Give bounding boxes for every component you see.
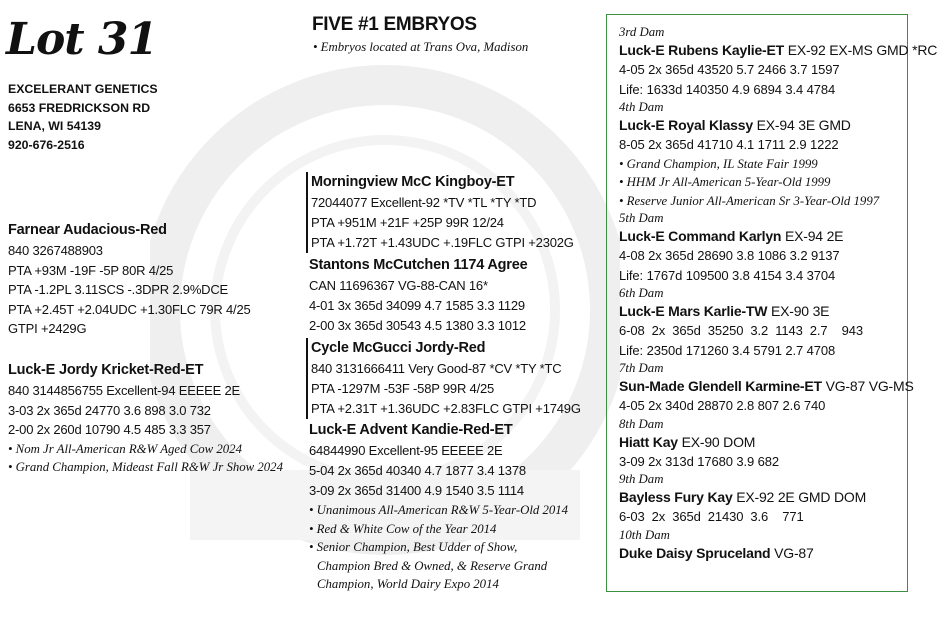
- ss-line: PTA +1.72T +1.43UDC +.19FLC GTPI +2302G: [311, 235, 574, 250]
- ancestor-dam: [619, 543, 937, 563]
- ancestor-dam-name: Luck-E Mars Karlie-TW: [619, 303, 768, 319]
- ancestor-dam-name: Bayless Fury Kay: [619, 489, 733, 505]
- ancestor-record: Life: 1767d 109500 3.8 4154 3.4 3704: [619, 267, 836, 283]
- dam-label: 4th Dam: [619, 100, 664, 114]
- sire-block: [8, 220, 251, 339]
- dam-label: 10th Dam: [619, 527, 670, 542]
- dam-line: 3-03 2x 365d 24770 3.6 898 3.0 732: [8, 402, 211, 418]
- sd-line: 2-00 3x 365d 30543 4.5 1380 3.3 1012: [309, 318, 526, 333]
- sire-line: PTA -1.2PL 3.11SCS -.3DPR 2.9%DCE: [8, 282, 229, 297]
- ancestor-note: • Reserve Junior All-American Sr 3-Year-Old 1997: [619, 193, 880, 208]
- dd-note: • Unanimous All-American R&W 5-Year-Old 2014: [309, 503, 569, 517]
- ancestor-record: 6-03 2x 365d 21430 3.6 771: [619, 509, 804, 524]
- dam-label: 9th Dam: [619, 472, 664, 486]
- sd-line: 4-01 3x 365d 34099 4.7 1585 3.3 1129: [309, 298, 525, 313]
- ancestor-dam-name: Hiatt Kay: [619, 433, 678, 450]
- ancestor-dam-classification: VG-87 VG-MS: [821, 378, 914, 394]
- consignor-address: 6653 FREDRICKSON RD: [8, 100, 151, 115]
- consignor-city: LENA, WI 54139: [8, 119, 101, 133]
- ss-line: 72044077 Excellent-92 *TV *TL *TY *TD: [311, 195, 537, 210]
- offering-title: FIVE #1 EMBRYOS: [312, 14, 477, 35]
- ss-block: [306, 172, 574, 253]
- ancestor-dam: [619, 115, 937, 135]
- ancestor-record: 6-08 2x 365d 35250 3.2 1143 2.7 943: [619, 323, 863, 338]
- ancestor-dam-name: Duke Daisy Spruceland: [619, 544, 771, 561]
- ss-name: Morningview McC Kingboy-ET: [311, 174, 515, 190]
- ancestor-record: 3-09 2x 313d 17680 3.9 682: [619, 453, 780, 469]
- ancestor-dam: [619, 40, 937, 60]
- ancestor-dam-classification: EX-94 2E: [781, 228, 844, 244]
- ancestor-dam-classification: EX-90 DOM: [677, 433, 756, 450]
- ancestor-dam-name: Luck-E Royal Klassy: [619, 117, 753, 133]
- dam-label: 3rd Dam: [619, 25, 665, 39]
- ancestry-list: [619, 24, 937, 563]
- offering-note: • Embryos located at Trans Ova, Madison: [313, 40, 529, 54]
- dd-block: [309, 420, 568, 594]
- ancestor-dam: [619, 376, 937, 396]
- dam-note: • Grand Champion, Mideast Fall R&W Jr Show 2024: [8, 459, 283, 474]
- ancestor-dam: [619, 301, 937, 321]
- dd-line: 64844990 Excellent-95 EEEEE 2E: [309, 443, 503, 458]
- ds-line: PTA +2.31T +1.36UDC +2.83FLC GTPI +1749G: [311, 401, 581, 416]
- ancestor-dam-name: Sun-Made Glendell Karmine-ET: [619, 378, 822, 394]
- ancestor-dam-name: Luck-E Command Karlyn: [619, 228, 782, 244]
- ancestor-dam-classification: EX-92 2E GMD DOM: [732, 489, 867, 505]
- dam-label: 8th Dam: [619, 416, 664, 431]
- dam-block: [8, 360, 283, 476]
- ancestor-dam: [619, 226, 937, 246]
- dam-label: 5th Dam: [619, 211, 664, 225]
- ds-line: 840 3131666411 Very Good-87 *CV *TY *TC: [311, 361, 562, 376]
- sd-line: CAN 11696367 VG-88-CAN 16*: [309, 278, 488, 293]
- ancestor-dam-classification: EX-90 3E: [767, 303, 830, 319]
- dd-note: • Senior Champion, Best Udder of Show,: [309, 540, 518, 554]
- sd-block: [309, 255, 527, 336]
- dd-note: Champion, World Dairy Expo 2014: [317, 577, 499, 591]
- ancestor-dam-classification: EX-92 EX-MS GMD *RC: [784, 42, 938, 58]
- ss-line: PTA +951M +21F +25P 99R 12/24: [311, 215, 504, 230]
- ancestor-record: 4-05 2x 340d 28870 2.8 807 2.6 740: [619, 398, 826, 413]
- ancestor-dam-name: Luck-E Rubens Kaylie-ET: [619, 42, 784, 58]
- dd-line: 5-04 2x 365d 40340 4.7 1877 3.4 1378: [309, 463, 526, 478]
- ds-block: [306, 338, 581, 419]
- sd-name: Stantons McCutchen 1174 Agree: [309, 257, 528, 273]
- dam-label: 7th Dam: [619, 361, 664, 375]
- dd-name: Luck-E Advent Kandie-Red-ET: [309, 422, 513, 438]
- dd-note: Champion Bred & Owned, & Reserve Grand: [317, 558, 548, 573]
- consignor-info: [8, 80, 158, 154]
- dam-line: 2-00 2x 260d 10790 4.5 485 3.3 357: [8, 422, 211, 437]
- ancestor-record: 4-05 2x 365d 43520 5.7 2466 3.7 1597: [619, 62, 840, 77]
- dd-line: 3-09 2x 365d 31400 4.9 1540 3.5 1114: [309, 483, 524, 498]
- consignor-name: EXCELERANT GENETICS: [8, 82, 158, 96]
- ancestor-note: • HHM Jr All-American 5-Year-Old 1999: [619, 175, 831, 189]
- ancestor-note: • Grand Champion, IL State Fair 1999: [619, 156, 818, 171]
- sire-line: 840 3267488903: [8, 243, 103, 258]
- dam-note: • Nom Jr All-American R&W Aged Cow 2024: [8, 441, 242, 456]
- sire-line: PTA +2.45T +2.04UDC +1.30FLC 79R 4/25: [8, 301, 251, 317]
- ancestor-record: 4-08 2x 365d 28690 3.8 1086 3.2 9137: [619, 248, 840, 263]
- ancestor-record: Life: 2350d 171260 3.4 5791 2.7 4708: [619, 342, 836, 358]
- dd-note: • Red & White Cow of the Year 2014: [309, 521, 497, 536]
- ancestor-record: 8-05 2x 365d 41710 4.1 1711 2.9 1222: [619, 137, 839, 152]
- lot-title: Lot 31: [6, 14, 158, 65]
- ds-line: PTA -1297M -53F -58P 99R 4/25: [311, 381, 495, 396]
- sire-line: PTA +93M -19F -5P 80R 4/25: [8, 262, 174, 278]
- ancestor-dam-classification: VG-87: [770, 544, 814, 561]
- consignor-phone: 920-676-2516: [8, 137, 85, 152]
- ds-name: Cycle McGucci Jordy-Red: [311, 340, 486, 356]
- dam-label: 6th Dam: [619, 286, 664, 300]
- dam-name: Luck-E Jordy Kricket-Red-ET: [8, 362, 204, 378]
- ancestor-dam-classification: EX-94 3E GMD: [752, 117, 851, 133]
- sire-line: GTPI +2429G: [8, 321, 87, 336]
- ancestor-record: Life: 1633d 140350 4.9 6894 3.4 4784: [619, 81, 836, 97]
- sire-name: Farnear Audacious-Red: [8, 222, 167, 238]
- dam-line: 840 3144856755 Excellent-94 EEEEE 2E: [8, 383, 241, 398]
- ancestor-dam: [619, 432, 937, 452]
- ancestor-dam: [619, 487, 937, 507]
